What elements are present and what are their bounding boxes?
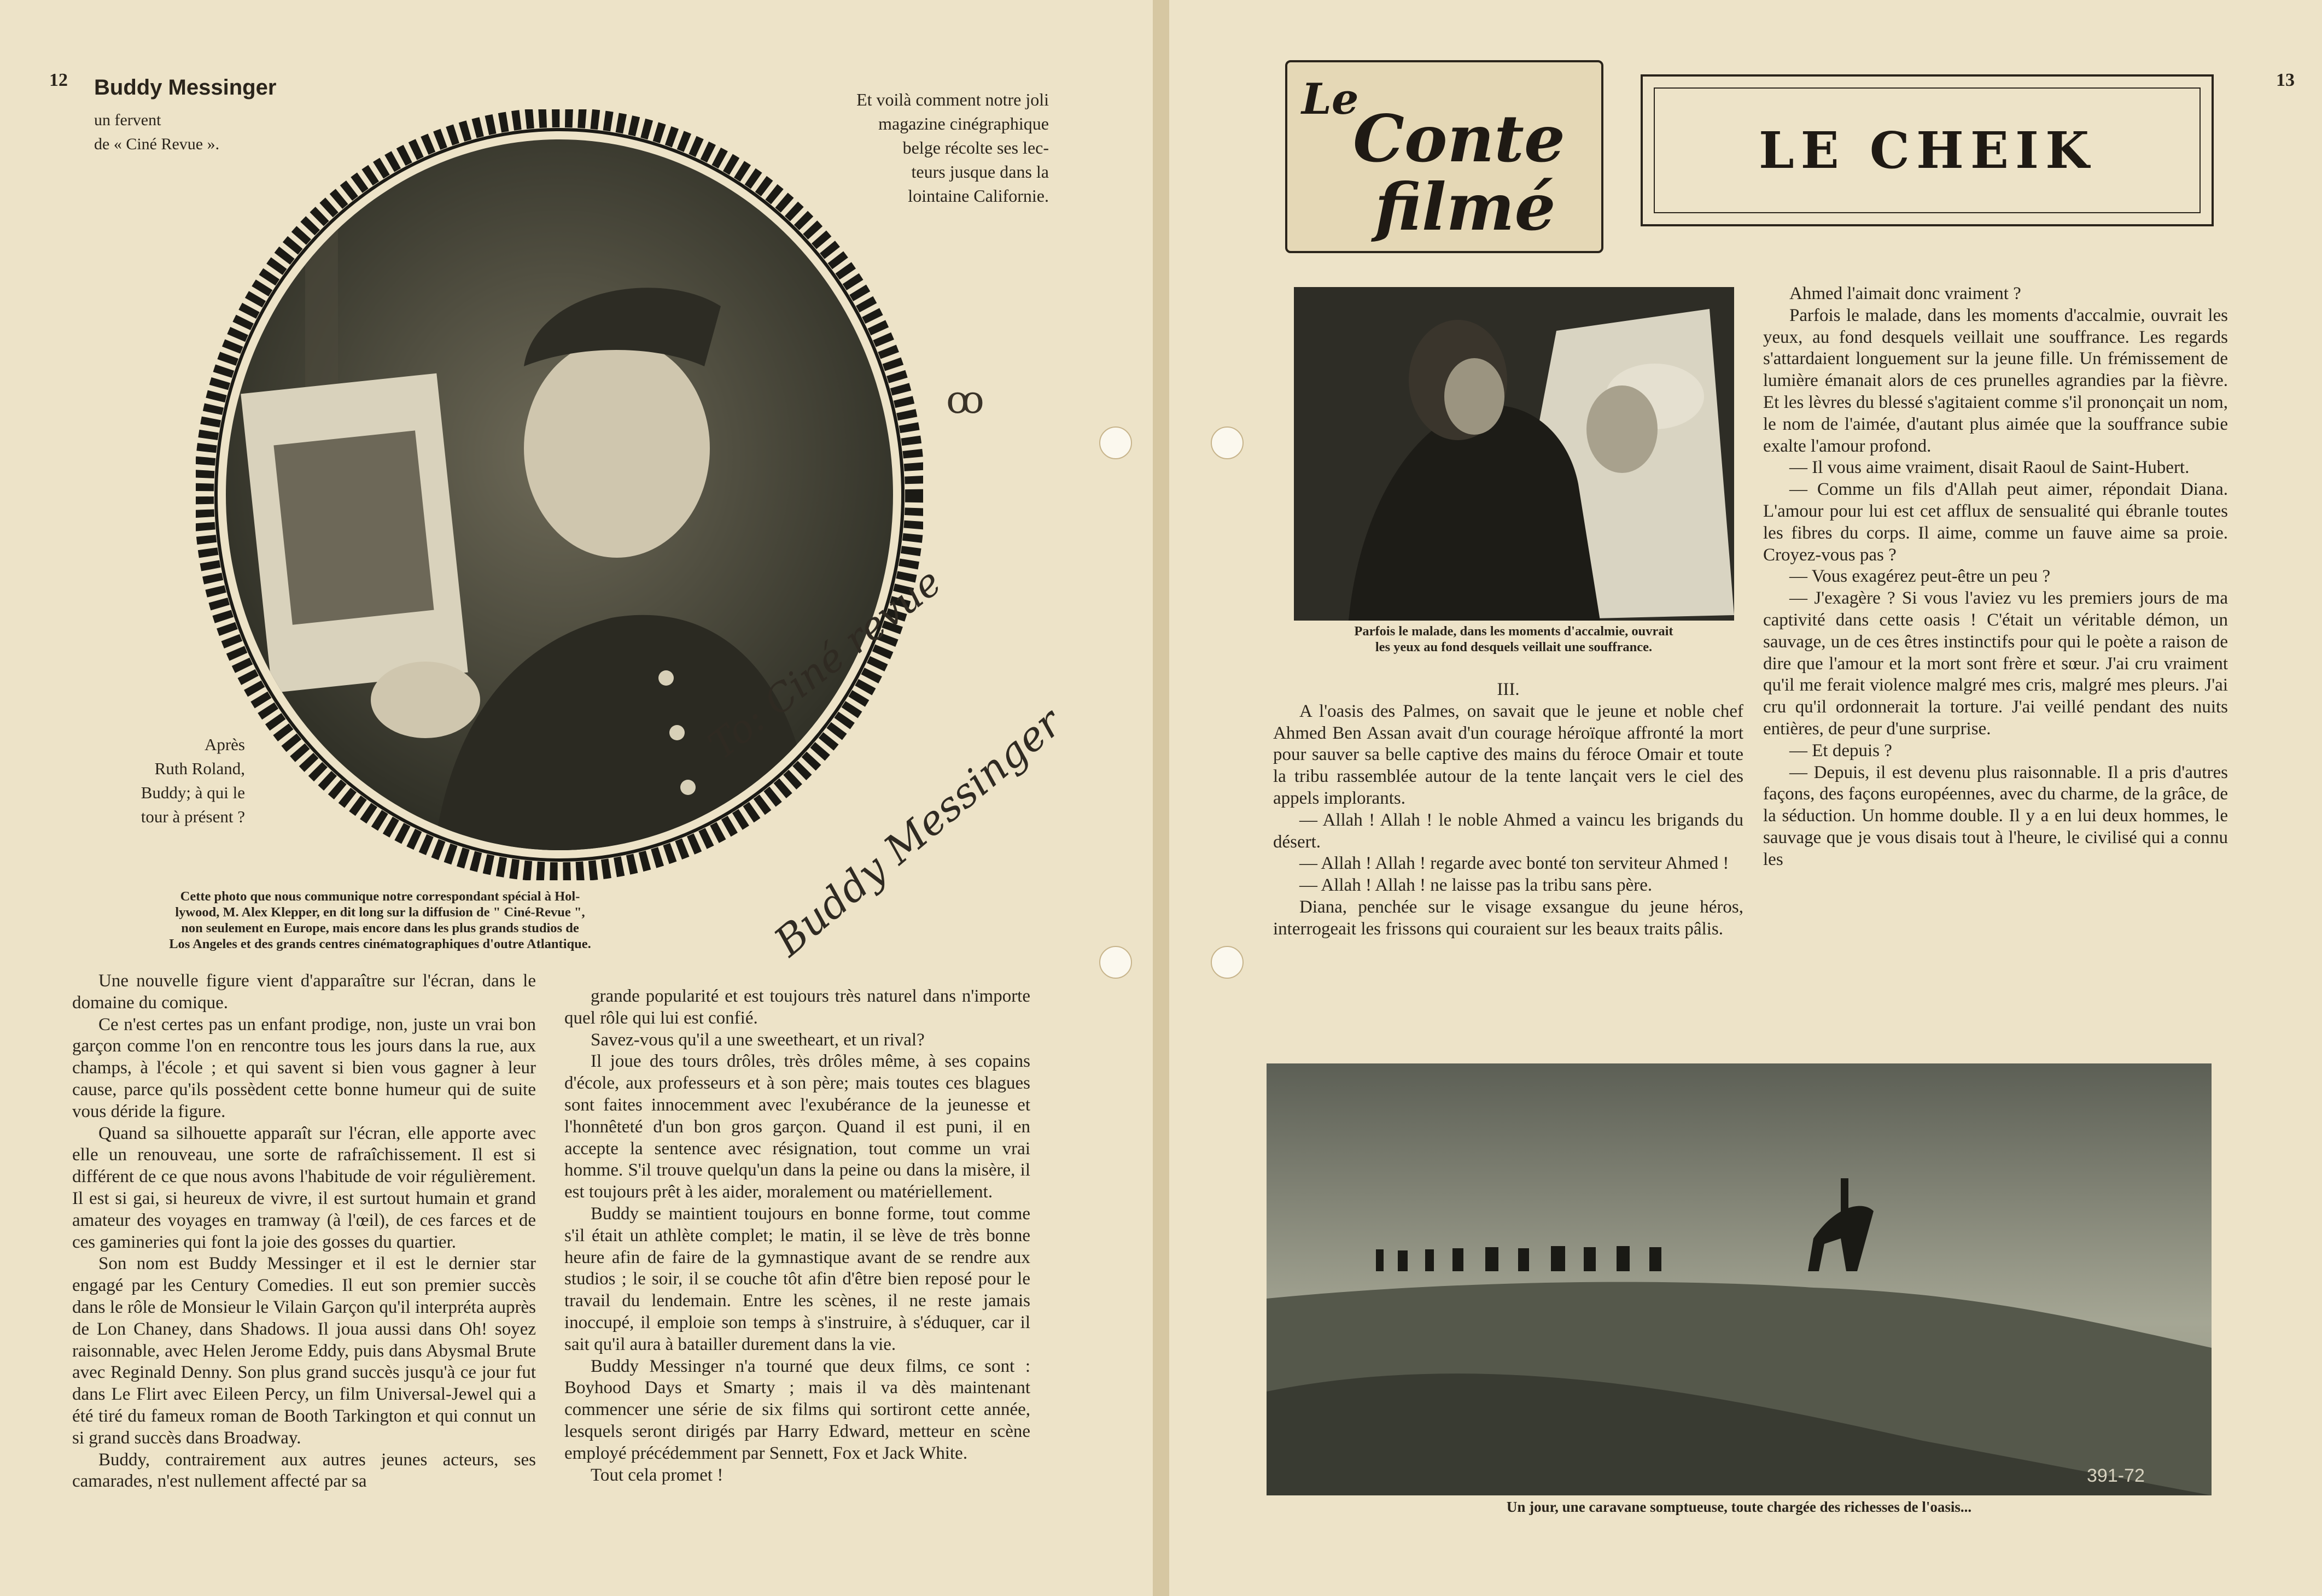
portrait-frame <box>196 109 923 880</box>
after-note-line: tour à présent ? <box>141 807 245 826</box>
story-column-2 <box>1763 283 2228 1060</box>
paragraph: grande popularité et est toujours très naturel dans n'importe quel rôle qui lui est confié. <box>564 986 1030 1028</box>
paragraph: Savez-vous qu'il a une sweetheart, et un rival? <box>591 1030 925 1050</box>
photo-caption-left <box>63 888 697 952</box>
paragraph: Ahmed l'aimait donc vraiment ? <box>1789 284 2021 303</box>
subtitle-line-2: de « Ciné Revue ». <box>94 135 220 153</box>
left-page <box>0 0 1153 1596</box>
paragraph: Diana, penchée sur le visage exsangue du jeune héros, interrogeait les frissons qui couraient sur les beaux traits pâlis. <box>1273 897 1743 939</box>
right-page <box>1169 0 2322 1596</box>
paragraph: — Vous exagérez peut-être un peu ? <box>1789 566 2051 587</box>
book-gutter <box>1153 0 1169 1596</box>
paragraph: Buddy, contrairement aux autres jeunes acteurs, ses camarades, n'est nullement affecté par sa <box>72 1449 536 1492</box>
page-number-right: 13 <box>2276 70 2295 90</box>
side-note <box>775 87 1049 208</box>
paragraph: A l'oasis des Palmes, on savait que le jeune et noble chef Ahmed Ben Assan avait d'un courage héroïque affronté la mort pour sauver sa belle captive des mains du féroce Omair et toute la tribu rassemblée autour de la tente lançait vers le ciel des appels implorants. <box>1273 701 1743 808</box>
paragraph: Il joue des tours drôles, très drôles même, à ses copains d'école, aux professeurs et à son père; mais toutes ces blagues sont faites innocemment avec l'exubérance de la jeunesse et l'honnêteté d'un bon gros garçon. Quand il est puni, il en accepte la sentence avec résignation, tout comme un vrai homme. S'il trouve quelqu'un dans la peine ou dans la misère, il est toujours prêt à les aider, moralement ou matériellement. <box>564 1051 1030 1202</box>
photo-caption-caravan: Un jour, une caravane somptueuse, toute chargée des richesses de l'oasis... <box>1506 1499 1972 1515</box>
logo-word-le: Le <box>1302 74 1359 124</box>
story-title-box <box>1641 74 2214 226</box>
paragraph: Ce n'est certes pas un enfant prodige, non, juste un vrai bon garçon comme l'on en rencontre tous les jours dans la rue, aux champs, à l'école ; et qui savent si bien vous gagner à leur cause, parce qu'ils possèdent cette bonne humeur qui de suite vous déride la figure. <box>72 1014 536 1121</box>
paragraph: — Depuis, il est devenu plus raisonnable. Il a pris d'autres façons, des façons européennes, avec du charme, de la grâce, de la séduction. Un homme double. Il y a en lui deux hommes, le sauvage que je vous disais tout à l'heure, le civilisé qui a connu les <box>1763 762 2228 869</box>
article-title-left: Buddy Messinger <box>94 75 277 100</box>
story-title: LE CHEIK <box>1758 121 2096 180</box>
paragraph: Son nom est Buddy Messinger et il est le dernier star engagé par les Century Comedies. Il eut son premier succès dans le rôle de Monsieur le Vilain Garçon qu'il interpréta auprès de Lon Chaney, dans Shadows. Il joua aussi dans Oh! soyez raisonnable, avec Helen Jerome Eddy, puis dans Abysmal Brute avec Reginald Denny. Son plus grand succès jusqu'à ce jour fut dans Le Flirt avec Eileen Percy, un film Universal-Jewel qui a été tiré du fameux roman de Booth Tarkington et qui connut un si grand succès dans Broadway. <box>72 1254 536 1448</box>
binder-hole <box>1099 946 1132 979</box>
article-column-1 <box>72 971 536 1493</box>
paragraph: — Comme un fils d'Allah peut aimer, répondait Diana. L'amour pour lui est cet afflux de sensualité qui ébranle toutes les fibres du corps. Il aime, comme un fauve aime sa proie. Croyez-vous pas ? <box>1763 480 2228 565</box>
after-note-line: Buddy; à qui le <box>141 783 245 802</box>
section-number: III. <box>1497 680 1520 699</box>
caption-line: Parfois le malade, dans les moments d'accalmie, ouvrait <box>1354 624 1673 639</box>
caption-line: non seulement en Europe, mais encore dans les plus grands studios de <box>181 921 579 936</box>
logo-word-conte: Conte <box>1353 101 1565 177</box>
side-note-line: belge récolte ses lec- <box>902 138 1049 157</box>
story-title-inner <box>1654 87 2201 213</box>
sickbed-image <box>1294 287 1734 621</box>
photo-mark: 391-72 <box>2087 1465 2145 1486</box>
after-note-line: Ruth Roland, <box>154 759 245 778</box>
side-note-line: teurs jusque dans la <box>911 162 1049 182</box>
paragraph: — Allah ! Allah ! le noble Ahmed a vaincu les brigands du désert. <box>1273 810 1743 852</box>
binder-hole <box>1099 426 1132 459</box>
paragraph: — Et depuis ? <box>1789 740 1892 761</box>
paragraph: Tout cela promet ! <box>591 1465 724 1485</box>
portrait-photo <box>196 109 923 880</box>
binder-hole <box>1211 946 1244 979</box>
signature-name: Buddy Messinger <box>766 699 1071 966</box>
paragraph: Quand sa silhouette apparaît sur l'écran, elle apporte avec elle un renouveau, une sorte de rafraîchissement. Il est si différent de ce que nous avons l'habitude de voir régulièrement. Il est si gai, si heureux de vivre, il est surtout humain et grand amateur des voyages en tramway (à l'œil), de ces farces et de ces gamineries qui font la joie des gosses du quartier. <box>72 1123 536 1252</box>
paragraph: Buddy se maintient toujours en bonne forme, tout comme s'il était un athlète complet; le matin, il se lève de très bonne heure afin de faire de la gymnastique avant de se rendre aux studios ; le soir, il se couche tôt afin d'être bien reposé pour le travail du lendemain. Entre les scènes, il ne reste jamais inoccupé, il emploie son temps à s'instruire, à s'éduquer, car il sait qu'il aura à batailler durement dans la vie. <box>564 1203 1030 1354</box>
side-note-line: lointaine Californie. <box>908 186 1049 206</box>
scene-photo-caravan <box>1267 1063 2212 1495</box>
paragraph: — Allah ! Allah ! ne laisse pas la tribu sans père. <box>1299 875 1653 896</box>
paragraph: Une nouvelle figure vient d'apparaître sur l'écran, dans le domaine du comique. <box>72 971 536 1013</box>
paragraph: — Allah ! Allah ! regarde avec bonté ton serviteur Ahmed ! <box>1299 853 1729 874</box>
paragraph: — Il vous aime vraiment, disait Raoul de Saint-Hubert. <box>1789 458 2190 478</box>
caption-line: Cette photo que nous communique notre correspondant spécial à Hol- <box>180 889 580 904</box>
scene-photo-sickbed <box>1294 287 1734 621</box>
caption-line: les yeux au fond desquels veillait une souffrance. <box>1375 640 1653 654</box>
paragraph: Parfois le malade, dans les moments d'accalmie, ouvrait les yeux, au fond desquels veillait une souffrance. Les regards s'attardaient longuement sur la jeune fille. Un frémissement de lumière émanait alors de ces prunelles agrandies par la fièvre. Et les lèvres du blessé s'agitaient comme s'il prononçait un nom, le nom de l'aimée, d'autant plus aimée que la souffrance subie exalte l'amour profond. <box>1763 305 2228 456</box>
ornament-glyph: ꝏ <box>946 379 984 422</box>
signature-dedication: To: Ciné revue <box>700 559 950 768</box>
photo-caption-sickbed <box>1281 623 1746 655</box>
after-note-line: Après <box>204 735 245 754</box>
side-note-line: magazine cinégraphique <box>878 114 1049 133</box>
paragraph: Buddy Messinger n'a tourné que deux films, ce sont : Boyhood Days et Smarty ; mais il va dès maintenant commencer une série de six films qui sortiront cette année, lesquels seront dirigés par Harry Edward, metteur en scène employé précédemment par Sennett, Fox et Jack White. <box>564 1356 1030 1463</box>
logo-word-filme: filmé <box>1375 169 1556 245</box>
caption-line: Los Angeles et des grands centres cinématographiques d'outre Atlantique. <box>169 937 591 951</box>
article-column-2 <box>564 986 1030 1486</box>
after-note <box>81 733 245 829</box>
conte-filme-logo <box>1285 60 1603 253</box>
side-note-line: Et voilà comment notre joli <box>856 90 1049 109</box>
caravan-image <box>1267 1063 2212 1495</box>
paragraph: — J'exagère ? Si vous l'aviez vu les premiers jours de ma captivité dans cette oasis ! C'était un véritable démon, un sauvage, un de ces êtres instinctifs pour qui le poète a raison de dire que l'amour et la mort sont frère et sœur. J'ai cru vraiment qu'il me ferait violence malgré mes cris, malgré mes pleurs. J'ai cru qu'il ordonnerait la torture. J'ai veillé pendant des nuits entières, de peur d'une surprise. <box>1763 588 2228 739</box>
subtitle-line-1: un fervent <box>94 111 161 129</box>
page-number-left: 12 <box>49 70 68 90</box>
story-column-1 <box>1273 679 1743 940</box>
binder-hole <box>1211 426 1244 459</box>
caption-line: lywood, M. Alex Klepper, en dit long sur la diffusion de " Ciné-Revue ", <box>175 905 585 920</box>
